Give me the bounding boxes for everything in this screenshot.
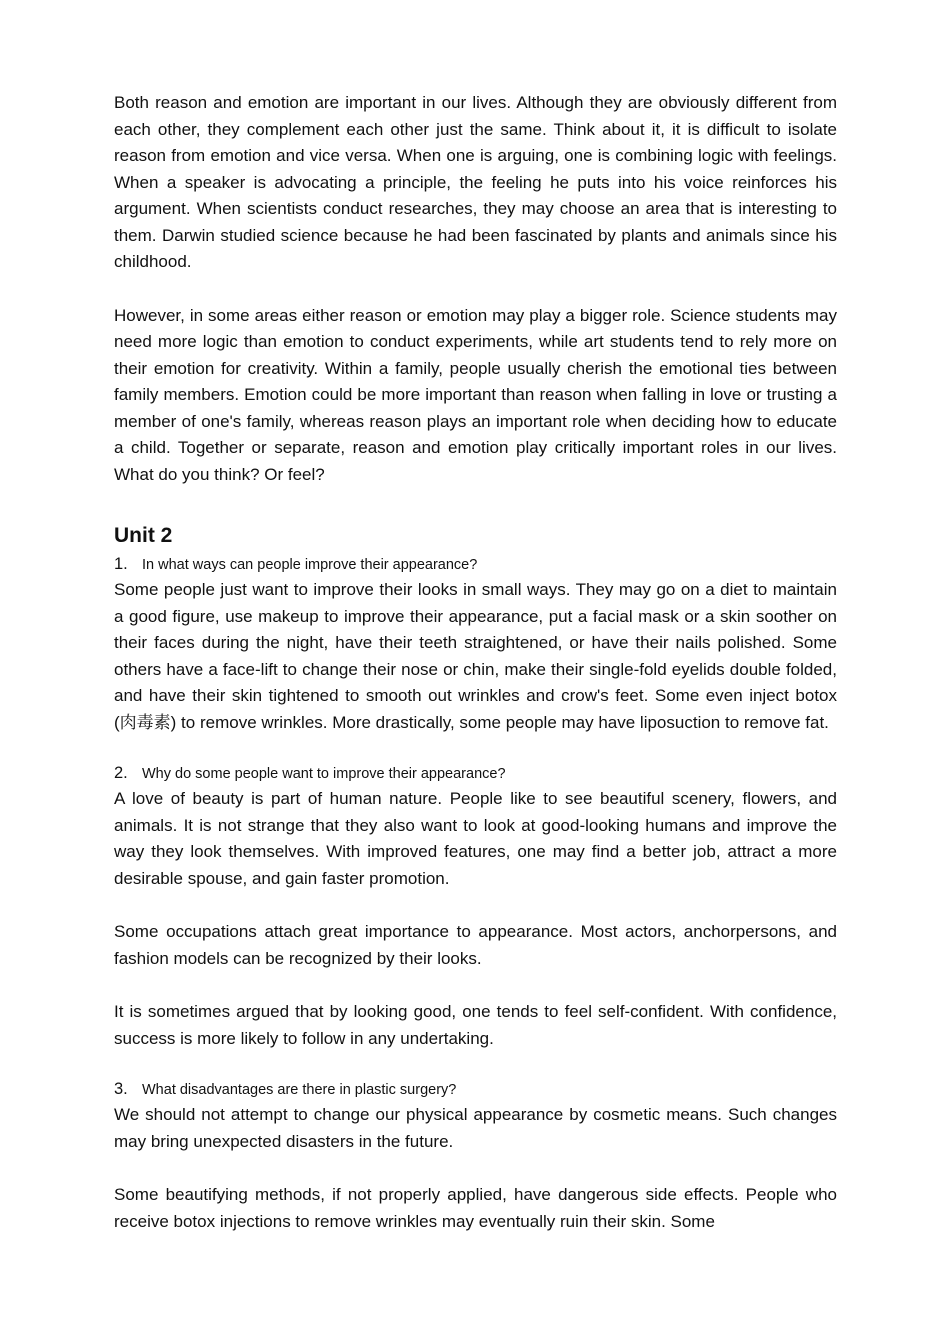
chinese-term: 肉毒素 bbox=[119, 712, 171, 733]
unit-heading: Unit 2 bbox=[114, 524, 173, 547]
document-body bbox=[114, 90, 837, 1234]
answer-2-paragraph-2: Some occupations attach great importance to appearance. Most actors, anchorpersons, and fashion models can be recognized by their looks. bbox=[114, 922, 837, 968]
paragraph-reason-emotion-1: Both reason and emotion are important in our lives. Although they are obviously different from each other, they complement each other just the same. Think about it, it is difficult to isolate reason from emotion and vice versa. When one is arguing, one is combining logic with feelings. When a speaker is advocating a principle, the feeling he puts into his voice reinforces his argument. When scientists conduct researches, they may choose an area that is interesting to them. Darwin studied science because he had been fascinated by plants and animals since his childhood. bbox=[114, 93, 837, 271]
question-2 bbox=[114, 763, 837, 784]
answer-2-paragraph-3: It is sometimes argued that by looking good, one tends to feel self-confident. With confidence, success is more likely to follow in any undertaking. bbox=[114, 1002, 837, 1048]
question-number: 1. bbox=[114, 555, 128, 573]
answer-1: Some people just want to improve their looks in small ways. They may go on a diet to maintain a good figure, use makeup to improve their appearance, put a facial mask or a skin soother on their faces during the night, have their teeth straightened, or have their nails polished. Some others have a face-lift to change their nose or chin, make their single-fold eyelids double folded, and have their skin tightened to smooth out wrinkles and crow's feet. Some even inject botox (肉毒素) to remove wrinkles. More drastically, some people may have liposuction to remove fat. bbox=[114, 580, 837, 733]
question-3 bbox=[114, 1079, 837, 1100]
question-text: In what ways can people improve their appearance? bbox=[142, 557, 478, 573]
question-text: What disadvantages are there in plastic surgery? bbox=[142, 1082, 457, 1098]
paragraph-reason-emotion-2: However, in some areas either reason or emotion may play a bigger role. Science students may need more logic than emotion to conduct experiments, while art students tend to rely more on their emotion for creativity. Within a family, people usually cherish the emotional ties between family members. Emotion could be more important than reason when falling in love or trusting a member of one's family, whereas reason plays an important role when deciding how to educate a child. Together or separate, reason and emotion play critically important roles in our lives. What do you think? Or feel? bbox=[114, 305, 837, 484]
question-1 bbox=[114, 554, 837, 575]
question-text: Why do some people want to improve their appearance? bbox=[142, 766, 506, 782]
question-number: 2. bbox=[114, 764, 128, 782]
answer-3-paragraph-1: We should not attempt to change our physical appearance by cosmetic means. Such changes may bring unexpected disasters in the future. bbox=[114, 1105, 837, 1151]
answer-2-paragraph-1: A love of beauty is part of human nature. People like to see beautiful scenery, flowers, and animals. It is not strange that they also want to look at good-looking humans and improve the way they look themselves. With improved features, one may find a better job, attract a more desirable spouse, and gain faster promotion. bbox=[114, 789, 837, 888]
question-number: 3. bbox=[114, 1080, 128, 1098]
answer-3-paragraph-2: Some beautifying methods, if not properly applied, have dangerous side effects. People who receive botox injections to remove wrinkles may eventually ruin their skin. Some bbox=[114, 1185, 837, 1231]
